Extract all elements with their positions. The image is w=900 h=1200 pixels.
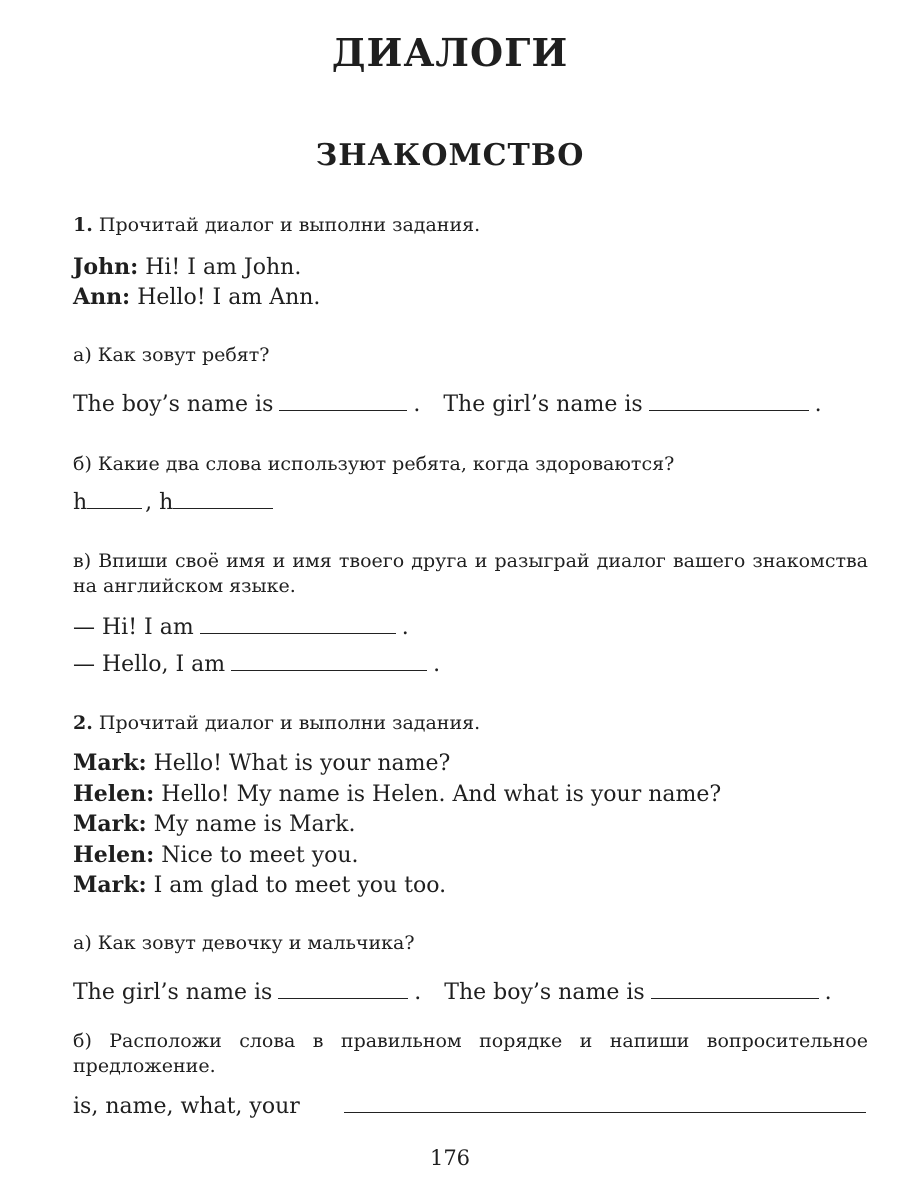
dialog-line <box>73 254 301 280</box>
utterance: My name is Mark. <box>153 812 356 837</box>
exercise-1-instruction <box>73 214 480 236</box>
exercise-1-text: Прочитай диалог и выполни задания. <box>98 214 481 236</box>
period: . <box>814 392 822 417</box>
task-1b-answer-row <box>73 490 273 515</box>
boy-name-blank[interactable] <box>651 980 819 999</box>
task-2a-label: а) Как зовут девочку и мальчика? <box>73 932 415 954</box>
period: . <box>401 615 409 640</box>
task-2b-label: б) Расположи слова в правильном порядке и напиши вопросительное предложение. <box>73 1030 868 1077</box>
dialog-line <box>73 842 359 868</box>
task-2a-answer-row <box>73 980 832 1005</box>
dialog-line <box>73 811 355 837</box>
girl-name-prompt: The girl’s name is <box>73 980 273 1005</box>
period: . <box>414 980 422 1005</box>
speaker: Mark: <box>73 811 147 837</box>
dialog-prompt: — Hello, I am <box>73 652 226 677</box>
task-1b-label: б) Какие два слова используют ребята, когда здороваются? <box>73 453 675 475</box>
utterance: Hello! I am Ann. <box>137 285 321 310</box>
exercise-2-number: 2. <box>73 712 93 734</box>
utterance: I am glad to meet you too. <box>153 873 447 898</box>
sentence-answer-blank[interactable] <box>344 1112 866 1113</box>
dialog-line <box>73 284 320 310</box>
greeting-letter-1: h <box>73 490 88 515</box>
boy-name-blank[interactable] <box>279 392 407 411</box>
exercise-1-number: 1. <box>73 214 93 236</box>
dialog-line <box>73 750 450 776</box>
speaker: John: <box>73 254 139 280</box>
comma: , <box>145 490 153 515</box>
utterance: Hi! I am John. <box>145 255 302 280</box>
speaker: Helen: <box>73 842 155 868</box>
task-2b-answer-row <box>73 1094 300 1119</box>
girl-name-blank[interactable] <box>278 980 408 999</box>
speaker: Ann: <box>73 284 131 310</box>
greeting-blank-2[interactable] <box>173 490 273 509</box>
task-1c-label: в) Впиши своё имя и имя твоего друга и разыграй диалог вашего знакомства на английском языке. <box>73 550 868 597</box>
utterance: Hello! What is your name? <box>153 751 451 776</box>
page-number: 176 <box>429 1146 471 1170</box>
speaker: Mark: <box>73 872 147 898</box>
page-heading: ДИАЛОГИ <box>331 30 569 75</box>
speaker: Helen: <box>73 781 155 807</box>
speaker: Mark: <box>73 750 147 776</box>
boy-name-prompt: The boy’s name is <box>444 980 645 1005</box>
period: . <box>433 652 441 677</box>
scrambled-words: is, name, what, your <box>73 1094 300 1119</box>
utterance: Nice to meet you. <box>161 843 359 868</box>
friend-name-blank[interactable] <box>231 652 427 671</box>
task-1a-label: а) Как зовут ребят? <box>73 344 270 366</box>
greeting-blank-1[interactable] <box>87 490 142 509</box>
dialog-prompt: — Hi! I am <box>73 615 194 640</box>
dialog-line <box>73 781 721 807</box>
task-1a-answer-row <box>73 392 822 417</box>
period: . <box>824 980 832 1005</box>
task-1c-line-2 <box>73 652 440 677</box>
task-1c-line-1 <box>73 615 409 640</box>
dialog-line <box>73 872 446 898</box>
exercise-2-instruction <box>73 712 480 734</box>
greeting-letter-2: h <box>159 490 174 515</box>
exercise-2-text: Прочитай диалог и выполни задания. <box>98 712 481 734</box>
utterance: Hello! My name is Helen. And what is your name? <box>161 782 722 807</box>
girl-name-blank[interactable] <box>649 392 809 411</box>
boy-name-prompt: The boy’s name is <box>73 392 274 417</box>
period: . <box>413 392 421 417</box>
girl-name-prompt: The girl’s name is <box>443 392 643 417</box>
section-heading: ЗНАКОМСТВО <box>315 138 585 173</box>
my-name-blank[interactable] <box>200 615 396 634</box>
